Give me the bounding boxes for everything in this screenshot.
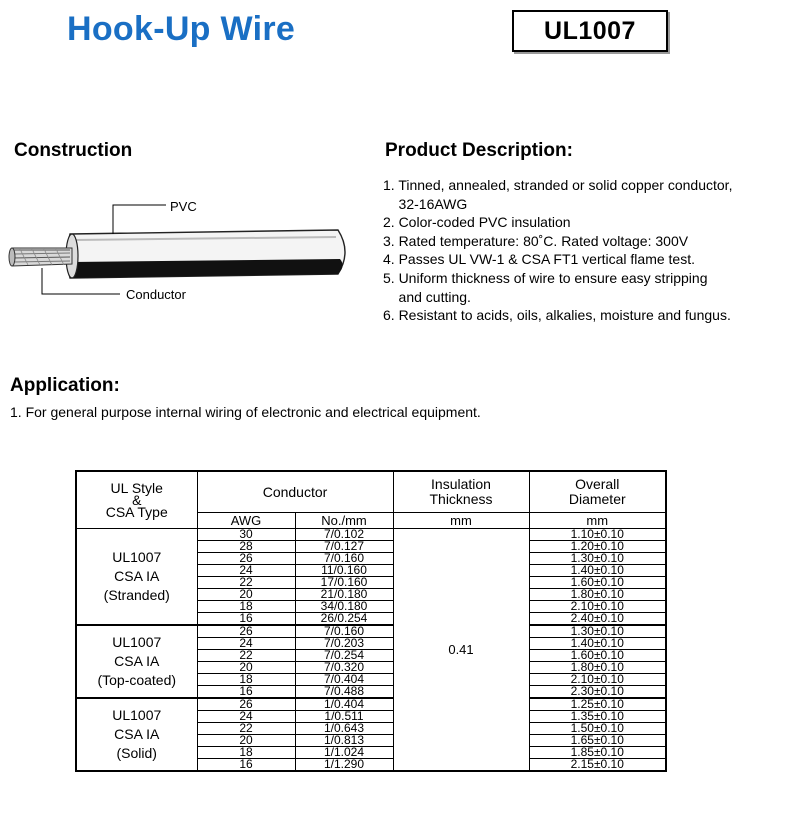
header-insulation-line: Thickness (429, 491, 493, 507)
group-name-cell (76, 529, 197, 626)
diameter-cell: 1.35±0.10 (529, 711, 666, 723)
group-name-line: UL1007 (112, 634, 162, 650)
diameter-cell: 1.60±0.10 (529, 577, 666, 589)
group-name-line: CSA IA (114, 653, 160, 669)
description-item: and cutting. (383, 288, 471, 305)
header-insulation (393, 471, 529, 513)
awg-cell: 24 (197, 711, 295, 723)
product-description-list (383, 176, 798, 325)
header-style-line: CSA Type (105, 503, 168, 520)
strand-cell: 1/0.643 (295, 723, 393, 735)
strand-cell: 21/0.180 (295, 589, 393, 601)
diameter-cell: 1.80±0.10 (529, 662, 666, 674)
diameter-cell: 1.30±0.10 (529, 553, 666, 565)
header-no-mm: No./mm (295, 513, 393, 529)
group-name-cell (76, 625, 197, 698)
group-name-cell (76, 698, 197, 771)
strand-cell: 7/0.127 (295, 541, 393, 553)
group-name-line: (Solid) (116, 745, 157, 761)
strand-cell: 1/0.404 (295, 698, 393, 711)
awg-cell: 24 (197, 638, 295, 650)
awg-cell: 20 (197, 735, 295, 747)
header-conductor: Conductor (197, 471, 393, 513)
strand-cell: 7/0.404 (295, 674, 393, 686)
header-ins-unit: mm (393, 513, 529, 529)
strand-cell: 7/0.320 (295, 662, 393, 674)
strand-cell: 11/0.160 (295, 565, 393, 577)
awg-cell: 16 (197, 613, 295, 626)
description-item: 32-16AWG (383, 195, 468, 212)
pvc-jacket (66, 230, 345, 278)
diameter-cell: 2.40±0.10 (529, 613, 666, 626)
diameter-cell: 1.60±0.10 (529, 650, 666, 662)
diameter-cell: 2.15±0.10 (529, 759, 666, 772)
description-item: 6. Resistant to acids, oils, alkalies, moisture and fungus. (383, 307, 731, 324)
strand-cell: 7/0.102 (295, 529, 393, 541)
awg-cell: 20 (197, 662, 295, 674)
awg-cell: 16 (197, 759, 295, 772)
header-dia-unit: mm (529, 513, 666, 529)
description-item: 3. Rated temperature: 80˚C. Rated voltage: 300V (383, 232, 689, 249)
product-description-heading: Product Description: (385, 140, 573, 161)
awg-cell: 26 (197, 698, 295, 711)
group-name-line: CSA IA (114, 568, 160, 584)
description-item: 4. Passes UL VW-1 & CSA FT1 vertical flame test. (383, 251, 695, 268)
header-awg: AWG (197, 513, 295, 529)
pvc-label: PVC (170, 199, 197, 214)
awg-cell: 30 (197, 529, 295, 541)
header-insulation-line: Insulation (431, 476, 491, 492)
diameter-cell: 1.85±0.10 (529, 747, 666, 759)
awg-cell: 26 (197, 553, 295, 565)
awg-cell: 18 (197, 747, 295, 759)
conductor-label: Conductor (126, 287, 186, 302)
header-style-line: UL Style (110, 479, 163, 496)
application-heading: Application: (10, 375, 120, 396)
header-style (76, 471, 197, 529)
construction-heading: Construction (14, 140, 133, 161)
strand-cell: 1/1.024 (295, 747, 393, 759)
diameter-cell: 1.40±0.10 (529, 638, 666, 650)
awg-cell: 28 (197, 541, 295, 553)
diameter-cell: 2.10±0.10 (529, 674, 666, 686)
awg-cell: 22 (197, 577, 295, 589)
header-diameter (529, 471, 666, 513)
diameter-cell: 1.50±0.10 (529, 723, 666, 735)
diameter-cell: 1.80±0.10 (529, 589, 666, 601)
diameter-cell: 1.40±0.10 (529, 565, 666, 577)
strand-cell: 7/0.254 (295, 650, 393, 662)
header-diameter-line: Overall (575, 476, 620, 492)
strand-cell: 7/0.488 (295, 686, 393, 699)
application-text: 1. For general purpose internal wiring of electronic and electrical equipment. (10, 404, 481, 420)
description-item: 1. Tinned, annealed, stranded or solid copper conductor, (383, 177, 733, 193)
group-name-line: UL1007 (112, 549, 162, 565)
awg-cell: 18 (197, 601, 295, 613)
strand-cell: 17/0.160 (295, 577, 393, 589)
strand-cell: 1/0.511 (295, 711, 393, 723)
awg-cell: 24 (197, 565, 295, 577)
strand-cell: 7/0.160 (295, 625, 393, 638)
group-name-line: (Stranded) (103, 587, 170, 603)
awg-cell: 18 (197, 674, 295, 686)
diameter-cell: 1.25±0.10 (529, 698, 666, 711)
awg-cell: 22 (197, 723, 295, 735)
strand-cell: 7/0.160 (295, 553, 393, 565)
description-item: 2. Color-coded PVC insulation (383, 214, 571, 231)
diameter-cell: 1.20±0.10 (529, 541, 666, 553)
strand-cell: 26/0.254 (295, 613, 393, 626)
diameter-cell: 1.10±0.10 (529, 529, 666, 541)
header-diameter-line: Diameter (568, 491, 626, 507)
conductor-strands (9, 248, 72, 266)
header-style-line: & (132, 491, 142, 508)
description-item: 5. Uniform thickness of wire to ensure easy stripping (383, 269, 708, 286)
group-name-line: CSA IA (114, 726, 160, 742)
spec-table (75, 470, 667, 772)
strand-cell: 1/0.813 (295, 735, 393, 747)
strand-cell: 7/0.203 (295, 638, 393, 650)
group-name-line: UL1007 (112, 707, 162, 723)
model-badge: UL1007 (512, 10, 668, 52)
strand-cell: 1/1.290 (295, 759, 393, 772)
diameter-cell: 2.30±0.10 (529, 686, 666, 699)
pvc-leader-line (113, 205, 166, 234)
diameter-cell: 2.10±0.10 (529, 601, 666, 613)
awg-cell: 20 (197, 589, 295, 601)
group-name-line: (Top-coated) (97, 672, 177, 688)
awg-cell: 26 (197, 625, 295, 638)
diameter-cell: 1.65±0.10 (529, 735, 666, 747)
diameter-cell: 1.30±0.10 (529, 625, 666, 638)
strand-cell: 34/0.180 (295, 601, 393, 613)
page-title: Hook-Up Wire (67, 10, 296, 48)
awg-cell: 16 (197, 686, 295, 699)
insulation-cell: 0.41 (393, 529, 529, 772)
spec-table-body (76, 529, 666, 772)
awg-cell: 22 (197, 650, 295, 662)
